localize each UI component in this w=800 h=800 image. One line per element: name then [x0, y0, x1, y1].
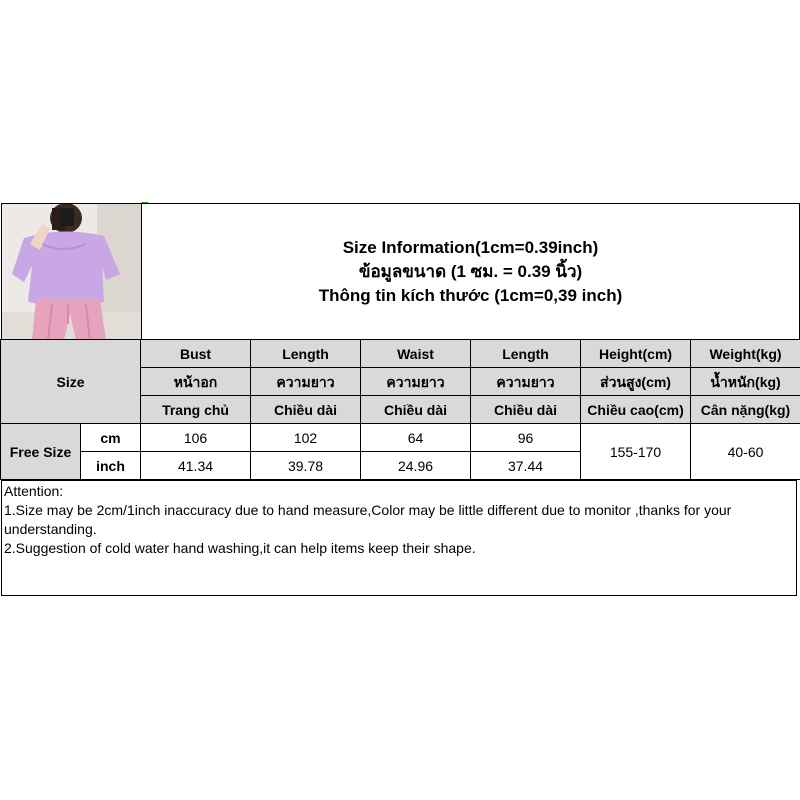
col-header-waist-vi: Chiều dài: [361, 396, 471, 424]
col-header-bust: Bust: [141, 340, 251, 368]
value-height: 155-170: [581, 424, 691, 480]
value-bust-cm: 106: [141, 424, 251, 452]
attention-note-1: 1.Size may be 2cm/1inch inaccuracy due to hand measure,Color may be little different due to monitor ,thanks for your understanding.: [4, 502, 732, 537]
table-row-cm: [1, 424, 800, 452]
model-photo: [2, 204, 141, 340]
col-header-weight-th: น้ำหนัก(kg): [691, 368, 800, 396]
col-header-waist: Waist: [361, 340, 471, 368]
value-length-cm: 102: [251, 424, 361, 452]
value-length-2-cm: 96: [471, 424, 581, 452]
col-header-weight: Weight(kg): [691, 340, 800, 368]
title-thai: ข้อมูลขนาด (1 ซม. = 0.39 นิ้ว): [358, 262, 583, 281]
col-header-weight-vi: Cân nặng(kg): [691, 396, 800, 424]
value-waist-cm: 64: [361, 424, 471, 452]
attention-note-2: 2.Suggestion of cold water hand washing,it can help items keep their shape.: [4, 540, 476, 556]
title-vietnamese: Thông tin kích thước (1cm=0,39 inch): [318, 286, 623, 305]
col-header-length: Length: [251, 340, 361, 368]
size-label: Size: [1, 340, 141, 424]
col-header-height-vi: Chiều cao(cm): [581, 396, 691, 424]
col-header-length-2: Length: [471, 340, 581, 368]
col-header-length-th: ความยาว: [251, 368, 361, 396]
value-length-2-inch: 37.44: [471, 452, 581, 480]
row-label-free-size: Free Size: [1, 424, 81, 480]
attention-notes: [1, 480, 797, 596]
col-header-length-2-th: ความยาว: [471, 368, 581, 396]
col-header-bust-vi: Trang chủ: [141, 396, 251, 424]
col-header-bust-th: หน้าอก: [141, 368, 251, 396]
col-header-height-th: ส่วนสูง(cm): [581, 368, 691, 396]
col-header-waist-th: ความยาว: [361, 368, 471, 396]
size-chart: [0, 202, 800, 598]
unit-inch: inch: [81, 452, 141, 480]
unit-cm: cm: [81, 424, 141, 452]
size-table: [0, 339, 800, 480]
col-header-length-vi: Chiều dài: [251, 396, 361, 424]
header-row-english: [1, 340, 800, 368]
value-weight: 40-60: [691, 424, 800, 480]
title-english: Size Information(1cm=0.39inch): [342, 238, 599, 257]
value-waist-inch: 24.96: [361, 452, 471, 480]
col-header-height: Height(cm): [581, 340, 691, 368]
col-header-length-2-vi: Chiều dài: [471, 396, 581, 424]
product-photo: [1, 203, 142, 341]
value-bust-inch: 41.34: [141, 452, 251, 480]
attention-title: Attention:: [4, 483, 64, 499]
value-length-inch: 39.78: [251, 452, 361, 480]
size-information-title: [141, 203, 800, 341]
